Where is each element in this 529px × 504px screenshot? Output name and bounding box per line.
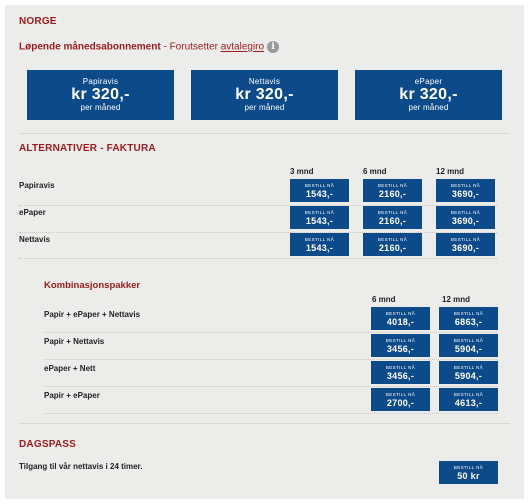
order-button-price: 4613,- bbox=[454, 398, 483, 408]
order-button-price: 2160,- bbox=[378, 243, 407, 253]
monthly-subscription-heading bbox=[19, 41, 279, 53]
card-period: per måned bbox=[244, 103, 285, 112]
row-label-epaper-nett: ePaper + Nett bbox=[44, 364, 96, 373]
order-button-price: 3456,- bbox=[386, 371, 415, 381]
column-header-12mnd: 12 mnd bbox=[442, 295, 471, 304]
subscription-separator: - bbox=[160, 41, 170, 53]
order-button-price: 1543,- bbox=[305, 189, 334, 199]
order-button-label: BESTILL NÅ bbox=[385, 311, 416, 316]
card-period: per måned bbox=[80, 103, 121, 112]
order-button-papiravis-3mnd[interactable] bbox=[290, 179, 349, 202]
order-button-dagspass[interactable] bbox=[439, 461, 498, 484]
order-button-price: 2160,- bbox=[378, 216, 407, 226]
order-button-combo4-6mnd[interactable] bbox=[371, 388, 430, 411]
order-button-label: BESTILL NÅ bbox=[453, 338, 484, 343]
row-divider bbox=[44, 332, 497, 333]
card-name: Papiravis bbox=[82, 77, 119, 86]
order-button-price: 2700,- bbox=[386, 398, 415, 408]
row-divider bbox=[19, 232, 497, 233]
order-button-combo3-6mnd[interactable] bbox=[371, 361, 430, 384]
order-button-epaper-6mnd[interactable] bbox=[363, 206, 422, 229]
order-button-combo2-6mnd[interactable] bbox=[371, 334, 430, 357]
dagspass-description: Tilgang til vår nettavis i 24 timer. bbox=[19, 462, 143, 471]
row-label-papiravis: Papiravis bbox=[19, 181, 55, 190]
papiravis-monthly-card[interactable] bbox=[27, 70, 174, 120]
order-button-label: BESTILL NÅ bbox=[450, 183, 481, 188]
column-header-12mnd: 12 mnd bbox=[436, 167, 465, 176]
order-button-combo1-6mnd[interactable] bbox=[371, 307, 430, 330]
order-button-price: 3690,- bbox=[451, 243, 480, 253]
faktura-title: ALTERNATIVER - FAKTURA bbox=[19, 143, 156, 154]
column-header-6mnd: 6 mnd bbox=[372, 295, 396, 304]
order-button-combo4-12mnd[interactable] bbox=[439, 388, 498, 411]
info-icon[interactable]: i bbox=[267, 41, 279, 53]
card-name: Nettavis bbox=[248, 77, 281, 86]
norge-title: NORGE bbox=[19, 16, 57, 27]
card-price: kr 320,- bbox=[235, 86, 294, 103]
order-button-price: 3456,- bbox=[386, 344, 415, 354]
card-price: kr 320,- bbox=[399, 86, 458, 103]
order-button-label: BESTILL NÅ bbox=[304, 237, 335, 242]
row-label-papir-epaper-nettavis: Papir + ePaper + Nettavis bbox=[44, 310, 141, 319]
order-button-price: 1543,- bbox=[305, 243, 334, 253]
row-divider bbox=[44, 386, 497, 387]
order-button-label: BESTILL NÅ bbox=[453, 311, 484, 316]
row-divider bbox=[19, 258, 497, 259]
subscription-heading-text: Løpende månedsabonnement bbox=[19, 41, 161, 53]
order-button-label: BESTILL NÅ bbox=[377, 237, 408, 242]
order-button-label: BESTILL NÅ bbox=[450, 210, 481, 215]
order-button-label: BESTILL NÅ bbox=[453, 392, 484, 397]
order-button-label: BESTILL NÅ bbox=[385, 338, 416, 343]
row-divider bbox=[19, 205, 497, 206]
column-header-6mnd: 6 mnd bbox=[363, 167, 387, 176]
row-label-nettavis: Nettavis bbox=[19, 235, 51, 244]
order-button-label: BESTILL NÅ bbox=[377, 210, 408, 215]
order-button-label: BESTILL NÅ bbox=[304, 183, 335, 188]
order-button-price: 5904,- bbox=[454, 344, 483, 354]
card-period: per måned bbox=[408, 103, 449, 112]
order-button-label: BESTILL NÅ bbox=[385, 365, 416, 370]
order-button-price: 1543,- bbox=[305, 216, 334, 226]
order-button-price: 50 kr bbox=[457, 471, 480, 481]
order-button-label: BESTILL NÅ bbox=[453, 465, 484, 470]
order-button-nettavis-12mnd[interactable] bbox=[436, 233, 495, 256]
row-label-papir-epaper: Papir + ePaper bbox=[44, 391, 100, 400]
subscription-prerequisite: Forutsetter bbox=[169, 41, 221, 53]
order-button-price: 5904,- bbox=[454, 371, 483, 381]
order-button-label: BESTILL NÅ bbox=[304, 210, 335, 215]
order-button-price: 2160,- bbox=[378, 189, 407, 199]
order-button-epaper-12mnd[interactable] bbox=[436, 206, 495, 229]
order-button-price: 3690,- bbox=[451, 189, 480, 199]
order-button-papiravis-12mnd[interactable] bbox=[436, 179, 495, 202]
column-header-3mnd: 3 mnd bbox=[290, 167, 314, 176]
card-price: kr 320,- bbox=[71, 86, 130, 103]
nettavis-monthly-card[interactable] bbox=[191, 70, 338, 120]
section-divider bbox=[19, 423, 510, 424]
epaper-monthly-card[interactable] bbox=[355, 70, 502, 120]
order-button-price: 6863,- bbox=[454, 317, 483, 327]
row-divider bbox=[44, 359, 497, 360]
avtalegiro-link[interactable]: avtalegiro bbox=[220, 41, 265, 53]
row-label-epaper: ePaper bbox=[19, 208, 46, 217]
dagspass-title: DAGSPASS bbox=[19, 439, 76, 450]
order-button-combo3-12mnd[interactable] bbox=[439, 361, 498, 384]
order-button-price: 4018,- bbox=[386, 317, 415, 327]
card-name: ePaper bbox=[414, 77, 443, 86]
order-button-nettavis-3mnd[interactable] bbox=[290, 233, 349, 256]
row-divider bbox=[44, 413, 497, 414]
row-label-papir-nettavis: Papir + Nettavis bbox=[44, 337, 105, 346]
order-button-combo1-12mnd[interactable] bbox=[439, 307, 498, 330]
order-button-label: BESTILL NÅ bbox=[385, 392, 416, 397]
order-button-nettavis-6mnd[interactable] bbox=[363, 233, 422, 256]
order-button-epaper-3mnd[interactable] bbox=[290, 206, 349, 229]
order-button-price: 3690,- bbox=[451, 216, 480, 226]
order-button-papiravis-6mnd[interactable] bbox=[363, 179, 422, 202]
order-button-combo2-12mnd[interactable] bbox=[439, 334, 498, 357]
order-button-label: BESTILL NÅ bbox=[377, 183, 408, 188]
kombinasjon-title: Kombinasjonspakker bbox=[44, 280, 141, 291]
order-button-label: BESTILL NÅ bbox=[450, 237, 481, 242]
section-divider bbox=[19, 133, 510, 134]
subscription-panel bbox=[5, 5, 524, 499]
order-button-label: BESTILL NÅ bbox=[453, 365, 484, 370]
